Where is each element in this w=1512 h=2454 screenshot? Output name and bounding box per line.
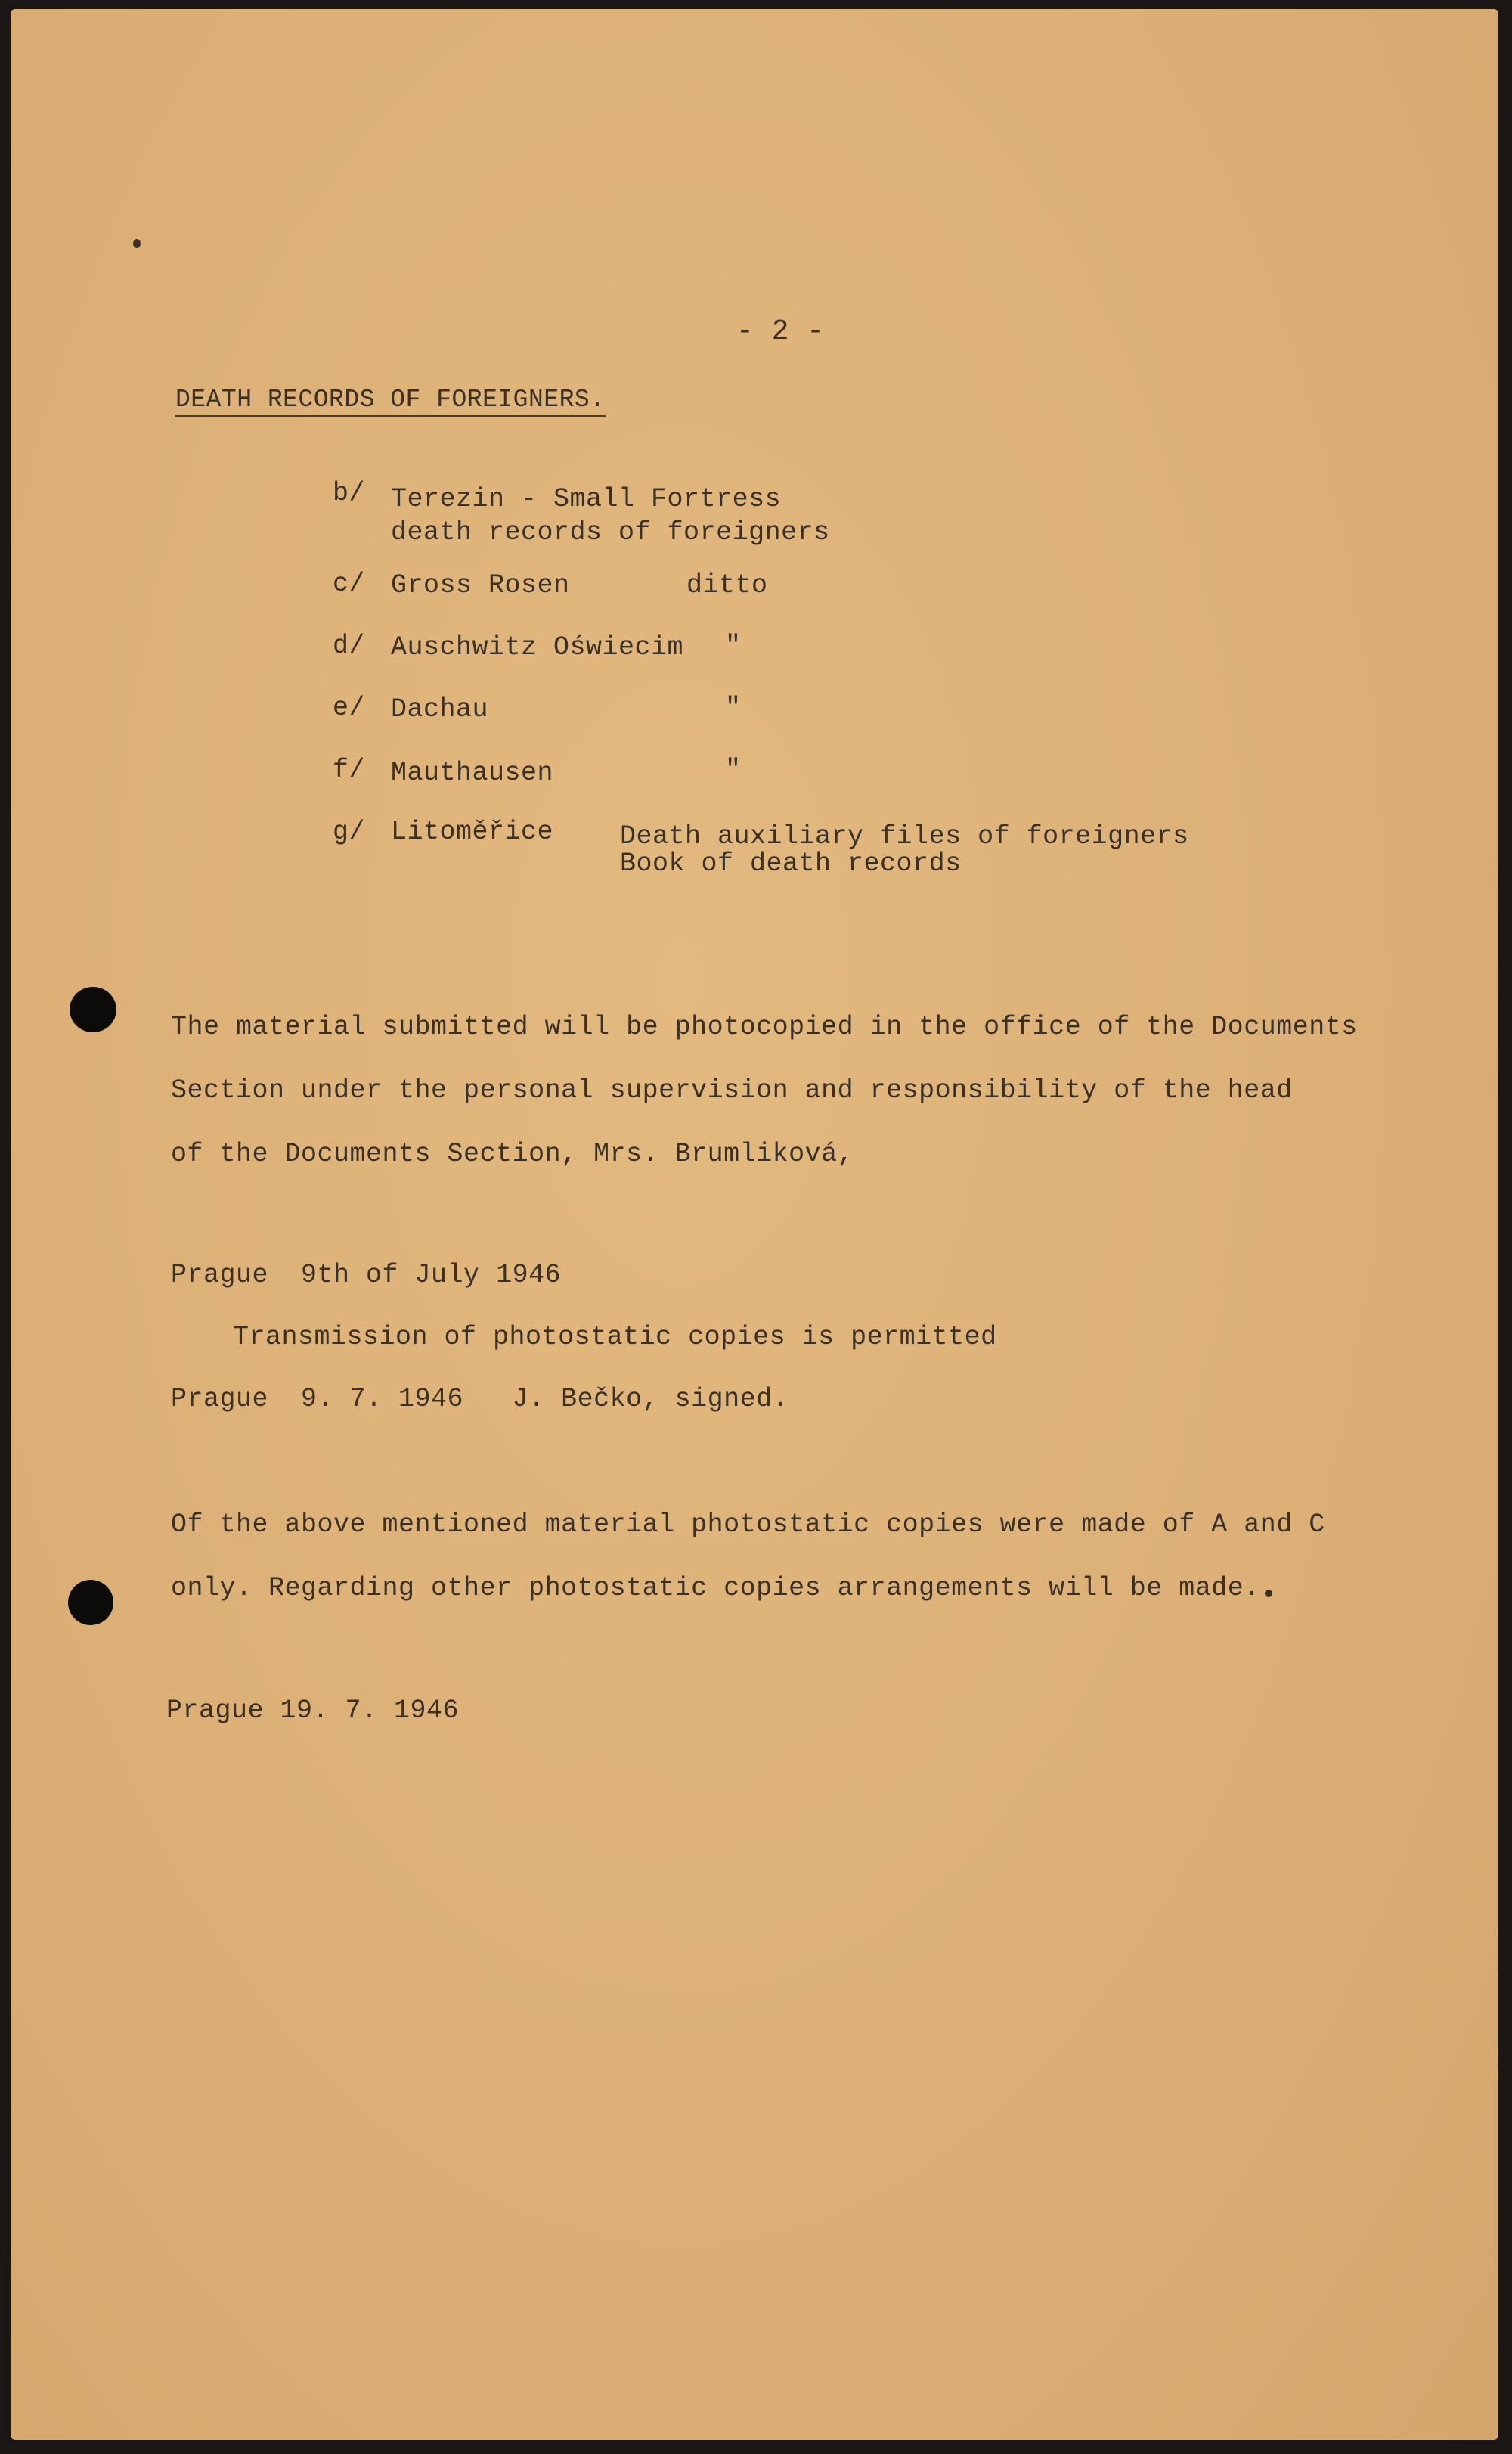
section-heading: DEATH RECORDS OF FOREIGNERS. <box>175 386 606 417</box>
record-name: Gross Rosen <box>391 570 570 600</box>
paragraph-line: only. Regarding other photostatic copies arrangements will be made. <box>171 1573 1260 1603</box>
paragraph-line: Section under the personal supervision and responsibility of the head <box>171 1075 1293 1106</box>
signature-line: Prague 9. 7. 1946 J. Bečko, signed. <box>171 1384 789 1414</box>
punch-hole-top <box>70 987 116 1032</box>
ink-speck <box>1265 1590 1272 1597</box>
record-name-line2: death records of foreigners <box>391 517 830 548</box>
paragraph-line: of the Documents Section, Mrs. Brumliková, <box>171 1139 854 1169</box>
record-letter: c/ <box>333 569 366 599</box>
record-letter: d/ <box>333 631 366 661</box>
record-name: Dachau <box>391 694 489 724</box>
record-note: ditto <box>686 570 768 600</box>
paragraph-line: The material submitted will be photocopied in the office of the Documents <box>171 1012 1358 1042</box>
paragraph-line: Of the above mentioned material photostatic copies were made of A and C <box>171 1509 1325 1540</box>
transmission-line: Transmission of photostatic copies is permitted <box>233 1322 997 1352</box>
record-letter: b/ <box>333 478 366 508</box>
record-note: " <box>725 755 742 785</box>
record-g <box>333 817 1189 998</box>
record-name: Litoměřice <box>391 817 554 847</box>
record-letter: e/ <box>333 693 366 723</box>
record-name: Auschwitz Oświecim <box>391 632 684 662</box>
record-note: Death auxiliary files of foreigners <box>620 821 1189 852</box>
page-number: - 2 - <box>736 315 825 348</box>
record-letter: g/ <box>333 817 366 847</box>
record-name: Terezin - Small Fortress <box>391 484 782 514</box>
record-letter: f/ <box>333 755 366 785</box>
document-page <box>11 9 1498 2440</box>
ink-speck <box>133 239 141 248</box>
record-note-line2: Book of death records <box>620 849 962 879</box>
date-line: Prague 9th of July 1946 <box>171 1260 562 1290</box>
record-name: Mauthausen <box>391 758 554 788</box>
record-note: " <box>725 693 742 723</box>
record-note: " <box>725 631 742 661</box>
date-line: Prague 19. 7. 1946 <box>166 1695 460 1726</box>
punch-hole-bottom <box>68 1580 113 1625</box>
